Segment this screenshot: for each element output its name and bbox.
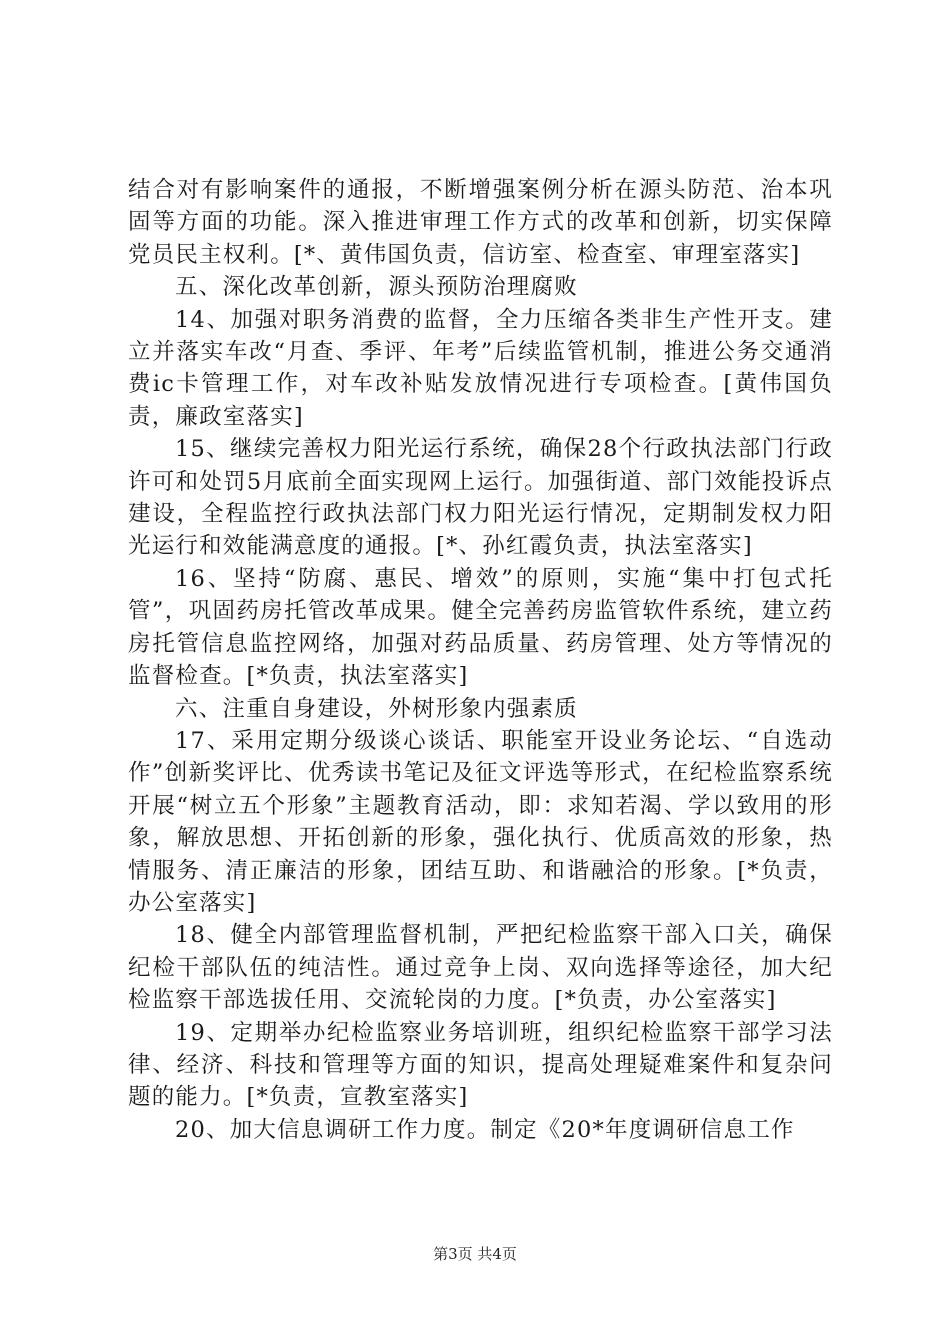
paragraph-item-17: 17、采用定期分级谈心谈话、职能室开设业务论坛、“自选动作”创新奖评比、优秀读书笔记及征文评选等形式，在纪检监察系统开展“树立五个形象”主题教育活动，即：求知若渴、学以致用的形象，解放思想、开拓创新的形象，强化执行、优质高效的形象，热情服务、清正廉洁的形象，团结互助、和谐融洽的形象。[*负责，办公室落实] — [128, 727, 833, 916]
paragraph-item-18: 18、健全内部管理监督机制，严把纪检监察干部入口关，确保纪检干部队伍的纯洁性。通过竞争上岗、双向选择等途径，加大纪检监察干部选拔任用、交流轮岗的力度。[*负责，办公室落实] — [128, 922, 833, 1014]
section-heading-6: 六、注重自身建设，外树形象内强素质 — [175, 695, 578, 722]
document-body — [128, 174, 833, 1146]
paragraph-item-16: 16、坚持“防腐、惠民、增效”的原则，实施“集中打包式托管”，巩固药房托管改革成果。健全完善药房监管软件系统，建立药房托管信息监控网络，加强对药品质量、药房管理、处方等情况的监督检查。[*负责，执法室落实] — [128, 565, 833, 690]
paragraph-item-14: 14、加强对职务消费的监督，全力压缩各类非生产性开支。建立并落实车改“月查、季评、年考”后续监管机制，推进公务交通消费ic卡管理工作，对车改补贴发放情况进行专项检查。[黄伟国负责，廉政室落实] — [128, 306, 833, 430]
paragraph-1: 结合对有影响案件的通报，不断增强案例分析在源头防范、治本巩固等方面的功能。深入推进审理工作方式的改革和创新，切实保障党员民主权利。[*、黄伟国负责，信访室、检查室、审理室落实] — [128, 177, 833, 268]
paragraph-item-15: 15、继续完善权力阳光运行系统，确保28个行政执法部门行政许可和处罚5月底前全面实现网上运行。加强街道、部门效能投诉点建设，全程监控行政执法部门权力阳光运行情况，定期制发权力阳光运行和效能满意度的通报。[*、孙红霞负责，执法室落实] — [128, 436, 833, 560]
page-number-footer: 第3页 共4页 — [433, 1245, 517, 1263]
section-heading-5: 五、深化改革创新，源头预防治理腐败 — [175, 274, 578, 301]
paragraph-item-19: 19、定期举办纪检监察业务培训班，组织纪检监察干部学习法律、经济、科技和管理等方面的知识，提高处理疑难案件和复杂问题的能力。[*负责，宣教室落实] — [128, 1019, 833, 1111]
paragraph-item-20: 20、加大信息调研工作力度。制定《20*年度调研信息工作 — [175, 1116, 795, 1143]
